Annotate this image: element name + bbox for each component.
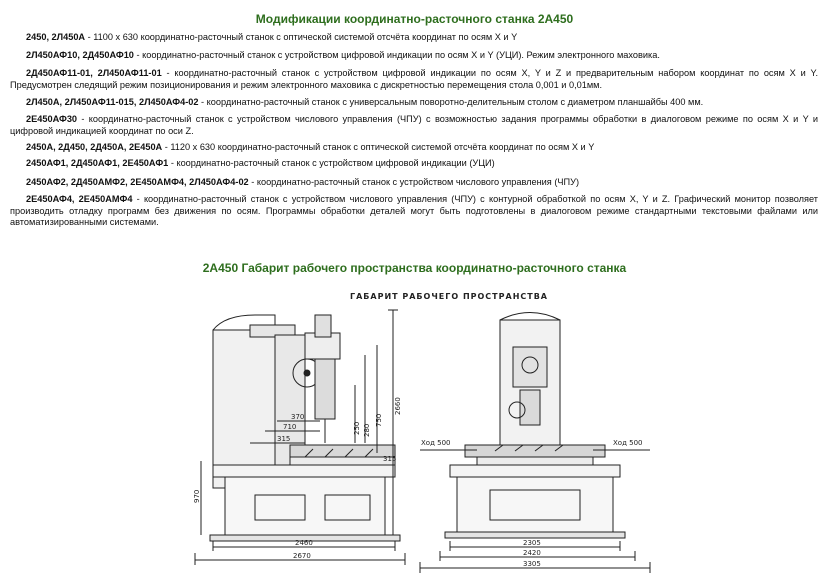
model-description: - координатно-расточный станок с устройством цифровой индикации по осям X и Y (УЦИ). Режим электронного маховика. bbox=[133, 50, 660, 60]
model-paragraph bbox=[10, 142, 818, 154]
dim-hod-right: Ход 500 bbox=[613, 439, 643, 447]
dim-hod-left: Ход 500 bbox=[421, 439, 451, 447]
model-name: 2Е450АФ4, 2Е450АМФ4 bbox=[26, 194, 133, 204]
dim-280: 280 bbox=[363, 423, 371, 437]
dim-2420: 2420 bbox=[523, 549, 541, 557]
model-description: - 1100 х 630 координатно-расточный станок с оптической системой отсчёта координат по осям X и Y bbox=[85, 32, 518, 42]
model-paragraph bbox=[10, 97, 818, 109]
model-paragraph bbox=[10, 158, 818, 170]
model-paragraph bbox=[10, 177, 818, 189]
dim-3305: 3305 bbox=[523, 560, 541, 568]
dim-250: 250 bbox=[353, 421, 361, 435]
drawing-caption: ГАБАРИТ РАБОЧЕГО ПРОСТРАНСТВА bbox=[350, 292, 548, 301]
side-view bbox=[195, 310, 405, 565]
dim-370: 370 bbox=[291, 413, 305, 421]
model-paragraph bbox=[10, 50, 818, 62]
model-description: - координатно-расточный станок с устройством числового управления (ЧПУ) с контурной обработкой по осям X, Y и Z. Графический монитор позволяет производить отладку программ без движения по осям. Программы обработки деталей могут быть подготовлены в диалоговом режиме стандартными текстовыми файлами или автоматизированными системами. bbox=[10, 194, 818, 228]
modifications-heading: Модификации координатно-расточного станка 2А450 bbox=[255, 12, 574, 26]
workspace-dimension-drawing bbox=[195, 285, 830, 581]
model-description: - координатно-расточный станок с устройством числового управления (ЧПУ) bbox=[248, 177, 580, 187]
dim-315b: 315 bbox=[383, 455, 397, 463]
dim-2460: 2460 bbox=[295, 539, 313, 547]
model-description: - 1120 х 630 координатно-расточный станок с оптической системой отсчёта координат по осям X и Y bbox=[162, 142, 595, 152]
dim-2660: 2660 bbox=[394, 397, 402, 415]
dim-710: 710 bbox=[283, 423, 297, 431]
model-paragraph bbox=[10, 114, 818, 137]
model-description: - координатно-расточный станок с устройством цифровой индикации по осям X, Y и Z и предварительным набором координат по осям X и Y. Предусмотрен следящий режим позиционирования и режим электронного маховика с дискретностью перемещения стола 0,001 и 0,01мм. bbox=[10, 68, 819, 90]
model-name: 2450, 2Л450А bbox=[26, 32, 86, 42]
dim-970: 970 bbox=[193, 489, 201, 503]
dim-2670: 2670 bbox=[293, 552, 311, 560]
dim-2305: 2305 bbox=[523, 539, 541, 547]
model-name: 2450А, 2Д450, 2Д450А, 2Е450А bbox=[26, 142, 163, 152]
model-name: 2Л450А, 2Л450АФ11-015, 2Л450АФ4-02 bbox=[26, 97, 199, 107]
workspace-heading: 2А450 Габарит рабочего пространства координатно-расточного станка bbox=[202, 261, 627, 275]
model-description: - координатно-расточный станок с устройством цифровой индикации (УЦИ) bbox=[168, 158, 495, 168]
dim-315a: 315 bbox=[277, 435, 291, 443]
model-description: - координатно-расточный станок с устройством числового управления (ЧПУ) с возможностью задания программы обработки в диалоговом режиме по осям X и Y и цифровой индикацией координат по оси Z. bbox=[10, 114, 818, 136]
model-name: 2Д450АФ11-01, 2Л450АФ11-01 bbox=[26, 68, 162, 78]
dim-750: 750 bbox=[375, 413, 383, 427]
model-description: - координатно-расточный станок с универсальным поворотно-делительным столом с диаметром планшайбы 400 мм. bbox=[198, 97, 704, 107]
model-name: 2Е450АФ30 bbox=[26, 114, 78, 124]
model-name: 2450АФ1, 2Д450АФ1, 2Е450АФ1 bbox=[26, 158, 169, 168]
model-paragraph bbox=[10, 68, 818, 91]
model-name: 2Л450АФ10, 2Д450АФ10 bbox=[26, 50, 134, 60]
model-paragraph bbox=[10, 194, 818, 229]
model-name: 2450АФ2, 2Д450АМФ2, 2Е450АМФ4, 2Л450АФ4-02 bbox=[26, 177, 249, 187]
model-paragraph bbox=[10, 32, 818, 44]
